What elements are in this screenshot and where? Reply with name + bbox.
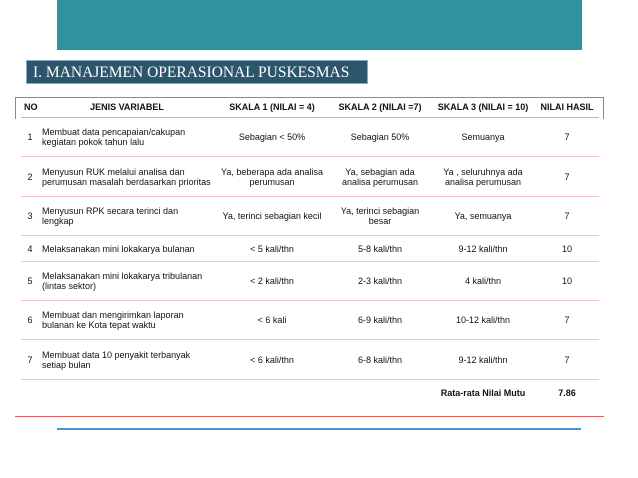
quality-table — [21, 97, 599, 405]
row-result: 7 — [535, 118, 599, 157]
table-row — [21, 301, 599, 340]
table-row — [21, 340, 599, 380]
row-variable: Melaksanakan mini lokakarya tribulanan (lintas sektor) — [39, 262, 215, 301]
row-result: 10 — [535, 236, 599, 262]
row-no: 3 — [21, 197, 39, 236]
row-variable: Membuat data pencapaian/cakupan kegiatan pokok tahun lalu — [39, 118, 215, 157]
row-no: 1 — [21, 118, 39, 157]
row-result: 7 — [535, 197, 599, 236]
table-right-rule — [603, 97, 604, 119]
row-scale-1: < 2 kali/thn — [215, 262, 329, 301]
header-no: NO — [21, 97, 39, 118]
table-row — [21, 236, 599, 262]
row-scale-1: Ya, terinci sebagian kecil — [215, 197, 329, 236]
row-scale-1: Sebagian < 50% — [215, 118, 329, 157]
row-scale-2: 6-8 kali/thn — [329, 340, 431, 380]
row-no: 5 — [21, 262, 39, 301]
row-result: 7 — [535, 340, 599, 380]
row-scale-1: < 6 kali — [215, 301, 329, 340]
row-scale-2: 2-3 kali/thn — [329, 262, 431, 301]
table-row — [21, 118, 599, 157]
row-scale-3: 9-12 kali/thn — [431, 340, 535, 380]
bottom-accent-line — [57, 428, 581, 430]
row-scale-1: < 5 kali/thn — [215, 236, 329, 262]
table-row — [21, 262, 599, 301]
row-result: 7 — [535, 157, 599, 197]
header-scale-1: SKALA 1 (NILAI = 4) — [215, 97, 329, 118]
header-result: NILAI HASIL — [535, 97, 599, 118]
row-scale-3: 9-12 kali/thn — [431, 236, 535, 262]
header-scale-2: SKALA 2 (NILAI =7) — [329, 97, 431, 118]
row-variable: Membuat dan mengirimkan laporan bulanan ke Kota tepat waktu — [39, 301, 215, 340]
footer-spacer — [21, 380, 431, 406]
row-no: 2 — [21, 157, 39, 197]
row-no: 7 — [21, 340, 39, 380]
row-scale-2: Ya, sebagian ada analisa perumusan — [329, 157, 431, 197]
header-scale-3: SKALA 3 (NILAI = 10) — [431, 97, 535, 118]
row-scale-3: Ya, semuanya — [431, 197, 535, 236]
table-header-row — [21, 97, 599, 118]
row-variable: Menyusun RUK melalui analisa dan perumusan masalah berdasarkan prioritas — [39, 157, 215, 197]
table-bottom-rule — [15, 416, 604, 417]
footer-label: Rata-rata Nilai Mutu — [440, 387, 526, 398]
section-title: I. MANAJEMEN OPERASIONAL PUSKESMAS — [26, 60, 368, 84]
row-variable: Membuat data 10 penyakit terbanyak setiap bulan — [39, 340, 215, 380]
row-scale-1: < 6 kali/thn — [215, 340, 329, 380]
row-scale-1: Ya, beberapa ada analisa perumusan — [215, 157, 329, 197]
table-row — [21, 157, 599, 197]
row-scale-2: 6-9 kali/thn — [329, 301, 431, 340]
header-variable: JENIS VARIABEL — [39, 97, 215, 118]
row-result: 7 — [535, 301, 599, 340]
row-result: 10 — [535, 262, 599, 301]
row-variable: Menyusun RPK secara terinci dan lengkap — [39, 197, 215, 236]
row-no: 6 — [21, 301, 39, 340]
row-scale-3: Ya , seluruhnya ada analisa perumusan — [431, 157, 535, 197]
top-banner-bar — [57, 0, 582, 50]
table-frame — [15, 97, 604, 417]
row-scale-2: 5-8 kali/thn — [329, 236, 431, 262]
row-scale-3: 4 kali/thn — [431, 262, 535, 301]
table-footer-row — [21, 380, 599, 406]
row-scale-3: Semuanya — [431, 118, 535, 157]
row-no: 4 — [21, 236, 39, 262]
row-scale-3: 10-12 kali/thn — [431, 301, 535, 340]
table-row — [21, 197, 599, 236]
row-variable: Melaksanakan mini lokakarya bulanan — [39, 236, 215, 262]
row-scale-2: Ya, terinci sebagian besar — [329, 197, 431, 236]
row-scale-2: Sebagian 50% — [329, 118, 431, 157]
footer-value: 7.86 — [558, 387, 576, 398]
table-left-rule — [15, 97, 16, 119]
